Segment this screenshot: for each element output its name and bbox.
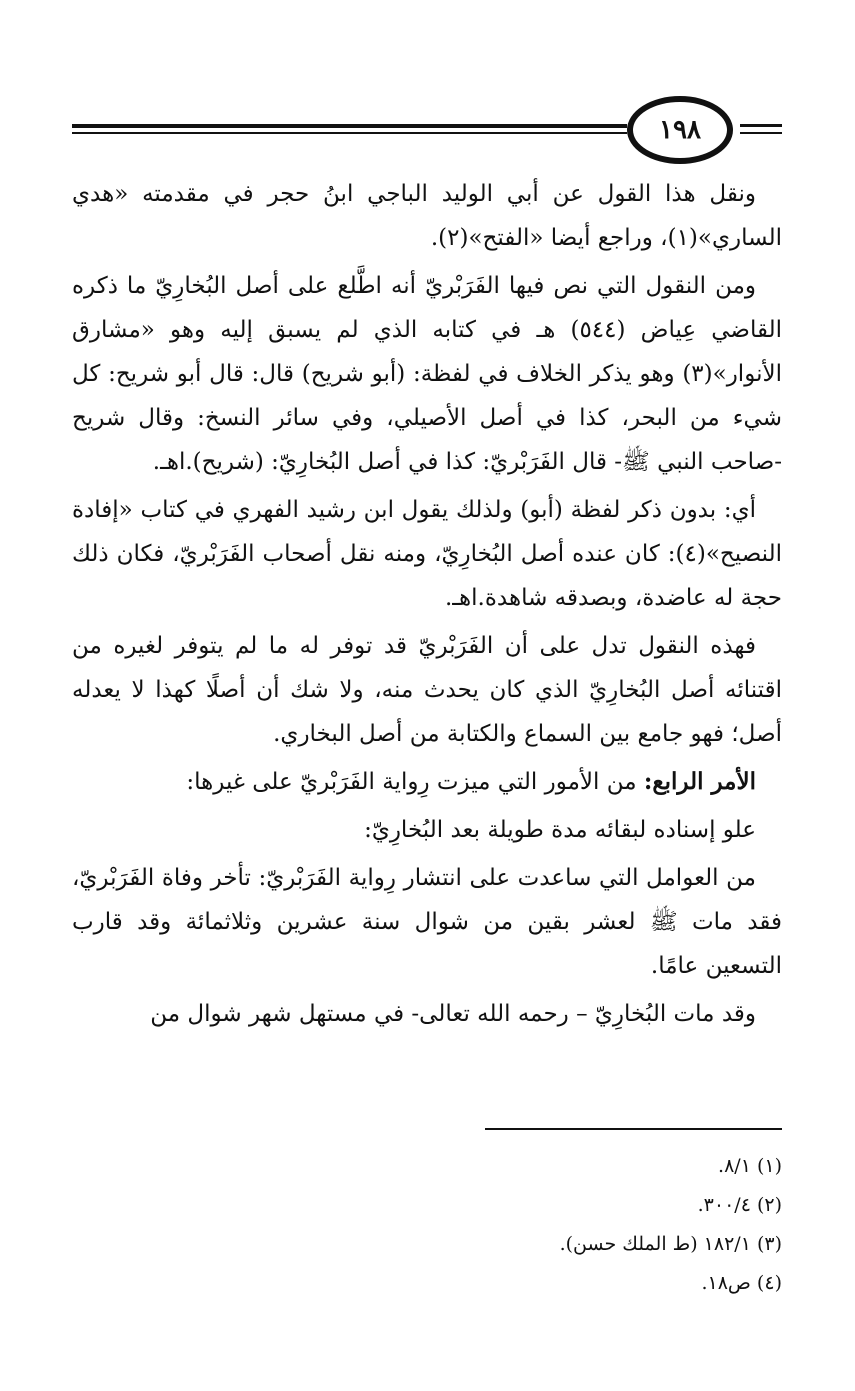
footnotes	[72, 1147, 782, 1303]
paragraph: ومن النقول التي نص فيها الفَرَبْريّ أنه اطَّلع على أصل البُخارِيّ ما ذكره القاضي عِياض (٥٤٤) هـ في كتابه الذي لم يسبق إليه وهو «مشارق الأنوار»(٣) وهو يذكر الخلاف في لفظة: (أبو شريح) قال: قال أبو شريح: كل شيء من البحر، كذا في أصل الأصيلي، وفي سائر النسخ: وقال شريح -صاحب النبي ﷺ- قال الفَرَبْريّ: كذا في أصل البُخارِيّ: (شريح).اهـ.	[72, 273, 783, 475]
paragraph: أي: بدون ذكر لفظة (أبو) ولذلك يقول ابن رشيد الفهري في كتاب «إفادة النصيح»(٤): كان عنده أصل البُخارِيّ، ومنه نقل أصحاب الفَرَبْريّ، فكان ذلك حجة له عاضدة، وبصدقه شاهدة.اهـ.	[72, 497, 782, 611]
footnote: (٢) ٣٠٠/٤.	[697, 1194, 782, 1216]
paragraph: فهذه النقول تدل على أن الفَرَبْريّ قد توفر له ما لم يتوفر لغيره من اقتنائه أصل البُخارِيّ الذي كان يحدث منه، ولا شك أن أصلًا كهذا لا يعدله أصل؛ فهو جامع بين السماع والكتابة من أصل البخاري.	[72, 633, 782, 747]
paragraph-text: من الأمور التي ميزت رِواية الفَرَبْريّ على غيرها:	[186, 769, 644, 795]
section-heading: الأمر الرابع:	[643, 768, 756, 795]
footnote: (٤) ص١٨.	[701, 1272, 782, 1294]
footnote-separator	[485, 1128, 782, 1130]
paragraph: من العوامل التي ساعدت على انتشار رِواية الفَرَبْريّ: تأخر وفاة الفَرَبْريّ، فقد مات ﷺ لعشر بقين من شوال سنة عشرين وثلاثمائة وقد قارب التسعين عامًا.	[72, 865, 782, 979]
header-rule-thin	[72, 132, 627, 134]
paragraph: ونقل هذا القول عن أبي الوليد الباجي ابنُ حجر في مقدمته «هدي الساري»(١)، وراجع أيضا «الفتح»(٢).	[72, 181, 782, 251]
page-header	[72, 96, 782, 166]
body-text	[72, 172, 782, 1040]
header-rule-thick	[72, 124, 627, 128]
header-rule-stub	[740, 124, 782, 127]
footnote: (٣) ١٨٢/١ (ط الملك حسن).	[559, 1233, 782, 1255]
header-rule-stub	[740, 132, 782, 134]
paragraph: وقد مات البُخارِيّ – رحمه الله تعالى- في مستهل شهر شوال من	[150, 1001, 756, 1027]
footnote: (١) ٨/١.	[718, 1155, 782, 1177]
paragraph: علو إسناده لبقائه مدة طويلة بعد البُخارِيّ:	[364, 817, 756, 843]
page-number: ١٩٨	[659, 115, 701, 145]
paragraph-with-heading	[72, 760, 782, 804]
page-number-badge	[627, 96, 733, 164]
